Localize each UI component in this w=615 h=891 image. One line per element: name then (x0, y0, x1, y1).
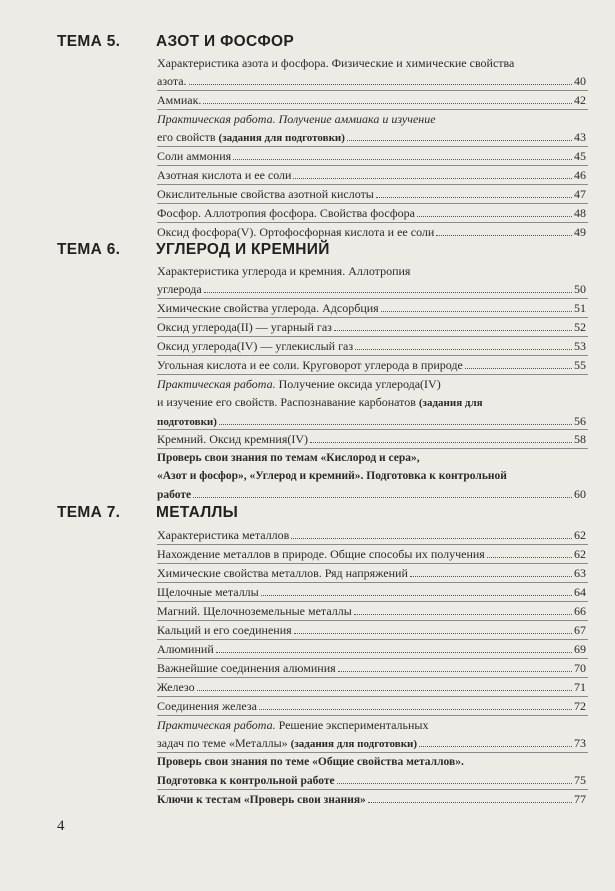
entry-text: Практическая работа. Получение оксида углерода(IV) (157, 377, 441, 391)
topic-title: АЗОТ И ФОСФОР (156, 33, 294, 50)
page-ref: 75 (574, 773, 586, 787)
entry-text: Характеристика азота и фосфора. Физические и химические свойства (157, 56, 515, 70)
page-ref: 67 (574, 623, 586, 637)
toc-entry[interactable] (157, 91, 586, 109)
page-ref: 53 (574, 339, 586, 353)
page-ref: 46 (574, 168, 586, 182)
toc-entry-keys[interactable] (157, 790, 586, 809)
entry-text: работе (157, 489, 192, 501)
leader-dots (410, 576, 572, 577)
leader-dots (381, 311, 572, 312)
entry-text: Практическая работа. Решение экспериментальных (157, 718, 429, 732)
entry-text: его свойств (задания для подготовки) (157, 130, 345, 144)
leader-dots (293, 178, 572, 179)
entry-text: Практическая работа. Получение аммиака и изучение (157, 112, 436, 126)
toc-entry[interactable] (157, 678, 586, 696)
toc-entry[interactable] (157, 583, 586, 601)
entry-text: Аммиак. (157, 93, 202, 107)
entry-text: Химические свойства металлов. Ряд напряжений (157, 566, 408, 580)
page-ref: 47 (574, 187, 586, 201)
leader-dots (259, 709, 572, 710)
page-ref: 43 (574, 130, 586, 144)
entry-text: Нахождение металлов в природе. Общие способы их получения (157, 547, 485, 561)
page-ref: 60 (574, 487, 586, 501)
toc-entry[interactable] (157, 430, 586, 448)
page-ref: 52 (574, 320, 586, 334)
page-ref: 70 (574, 661, 586, 675)
page-ref: 64 (574, 585, 586, 599)
leader-dots (417, 216, 572, 217)
leader-dots (291, 538, 572, 539)
leader-dots (193, 497, 572, 498)
leader-dots (376, 197, 572, 198)
entry-text: Ключи к тестам «Проверь свои знания» (157, 794, 366, 806)
toc-entry[interactable] (157, 262, 586, 298)
toc-entry[interactable] (157, 299, 586, 317)
entry-text: Магний. Щелочноземельные металлы (157, 604, 352, 618)
topic-number: ТЕМА 6. (57, 241, 121, 258)
page-ref: 62 (574, 547, 586, 561)
toc-entry-practical[interactable] (157, 716, 586, 753)
leader-dots (310, 442, 572, 443)
topic-heading-6 (57, 241, 330, 259)
leader-dots (355, 349, 572, 350)
entry-text: Щелочные металлы (157, 585, 259, 599)
topic-title: МЕТАЛЛЫ (156, 504, 239, 521)
page-ref: 40 (574, 74, 586, 88)
toc-entry[interactable] (157, 204, 586, 222)
toc-entry[interactable] (157, 602, 586, 620)
page-ref: 49 (574, 225, 586, 239)
leader-dots (487, 557, 572, 558)
entry-note: (задания для подготовки) (218, 132, 345, 144)
toc-entry[interactable] (157, 621, 586, 639)
entry-text: Проверь свои знания по теме «Общие свойства металлов». (157, 756, 464, 768)
page-ref: 62 (574, 528, 586, 542)
page-ref: 69 (574, 642, 586, 656)
page-ref: 51 (574, 301, 586, 315)
page-ref: 66 (574, 604, 586, 618)
entry-text: Химические свойства углерода. Адсорбция (157, 301, 379, 315)
toc-entry-review[interactable] (157, 771, 586, 790)
leader-dots (294, 633, 572, 634)
page-ref: 72 (574, 699, 586, 713)
entry-text: углерода (157, 282, 202, 296)
entry-text: Проверь свои знания по темам «Кислород и сера», (157, 452, 420, 464)
topic-number: ТЕМА 5. (57, 33, 121, 50)
page-ref: 71 (574, 680, 586, 694)
leader-dots (197, 690, 572, 691)
leader-dots (354, 614, 572, 615)
entry-text: Оксид углерода(II) — угарный газ (157, 320, 332, 334)
entry-text: Кремний. Оксид кремния(IV) (157, 432, 309, 446)
page-ref: 63 (574, 566, 586, 580)
leader-dots (261, 595, 572, 596)
toc-entry[interactable] (157, 54, 586, 90)
entry-note: (задания для подготовки) (290, 738, 418, 750)
toc-entry[interactable] (157, 356, 586, 374)
page-ref: 48 (574, 206, 586, 220)
topic-heading-5 (57, 33, 294, 51)
entry-text: Характеристика углерода и кремния. Аллотропия (157, 264, 411, 278)
leader-dots (368, 802, 572, 803)
page-ref: 56 (574, 414, 586, 428)
entry-text: Соединения железа (157, 699, 257, 713)
toc-entry[interactable] (157, 166, 586, 184)
leader-dots (189, 84, 572, 85)
page-ref: 58 (574, 432, 586, 446)
entry-text: Кальций и его соединения (157, 623, 292, 637)
toc-entry[interactable] (157, 147, 586, 165)
toc-entry[interactable] (157, 640, 586, 658)
toc-entry[interactable] (157, 185, 586, 203)
toc-entry[interactable] (157, 564, 586, 582)
toc-entry[interactable] (157, 697, 586, 715)
entry-text: Железо (157, 680, 195, 694)
page-ref: 73 (574, 736, 586, 750)
entry-note: подготовки) (157, 416, 217, 428)
leader-dots (419, 746, 572, 747)
topic-title: УГЛЕРОД И КРЕМНИЙ (156, 241, 330, 258)
toc-entry[interactable] (157, 337, 586, 355)
leader-dots (219, 424, 572, 425)
page-ref: 55 (574, 358, 586, 372)
page-ref: 77 (574, 792, 586, 806)
toc-entry[interactable] (157, 223, 586, 241)
toc-entry[interactable] (157, 545, 586, 563)
toc-entry[interactable] (157, 318, 586, 336)
leader-dots (347, 140, 572, 141)
leader-dots (233, 159, 572, 160)
entry-text: и изучение его свойств. Распознавание карбонатов (задания для (157, 395, 483, 409)
entry-text: Фосфор. Аллотропия фосфора. Свойства фосфора (157, 206, 415, 220)
entry-text: «Азот и фосфор», «Углерод и кремний». Подготовка к контрольной (157, 470, 507, 482)
entry-text: Окислительные свойства азотной кислоты (157, 187, 374, 201)
toc-entry[interactable] (157, 659, 586, 677)
entry-text: Азотная кислота и ее соли (157, 168, 292, 182)
toc-entry-practical[interactable] (157, 110, 586, 147)
topic-number: ТЕМА 7. (57, 504, 121, 521)
entry-text: Угольная кислота и ее соли. Круговорот углерода в природе (157, 358, 463, 372)
page-ref: 42 (574, 93, 586, 107)
topic-heading-7 (57, 504, 238, 522)
entry-text: Подготовка к контрольной работе (157, 775, 335, 787)
leader-dots (204, 292, 572, 293)
leader-dots (334, 330, 572, 331)
leader-dots (203, 103, 572, 104)
leader-dots (338, 671, 572, 672)
entry-text: задач по теме «Металлы» (задания для подготовки) (157, 736, 418, 750)
toc-entry-practical[interactable] (157, 375, 586, 431)
leader-dots (337, 783, 572, 784)
leader-dots (465, 368, 572, 369)
leader-dots (216, 652, 572, 653)
leader-dots (436, 235, 572, 236)
entry-text: Оксид фосфора(V). Ортофосфорная кислота и ее соли (157, 225, 435, 239)
toc-entry[interactable] (157, 526, 586, 544)
toc-entry-review[interactable] (157, 449, 586, 504)
entry-text: азота. (157, 74, 187, 88)
page-number: 4 (57, 818, 65, 834)
entry-text: Алюминий (157, 642, 214, 656)
page-ref: 50 (574, 282, 586, 296)
toc-entry-review[interactable] (157, 753, 586, 771)
page-ref: 45 (574, 149, 586, 163)
entry-text: Характеристика металлов (157, 528, 290, 542)
entry-text: Важнейшие соединения алюминия (157, 661, 336, 675)
entry-text: Оксид углерода(IV) — углекислый газ (157, 339, 354, 353)
entry-text: Соли аммония (157, 149, 232, 163)
